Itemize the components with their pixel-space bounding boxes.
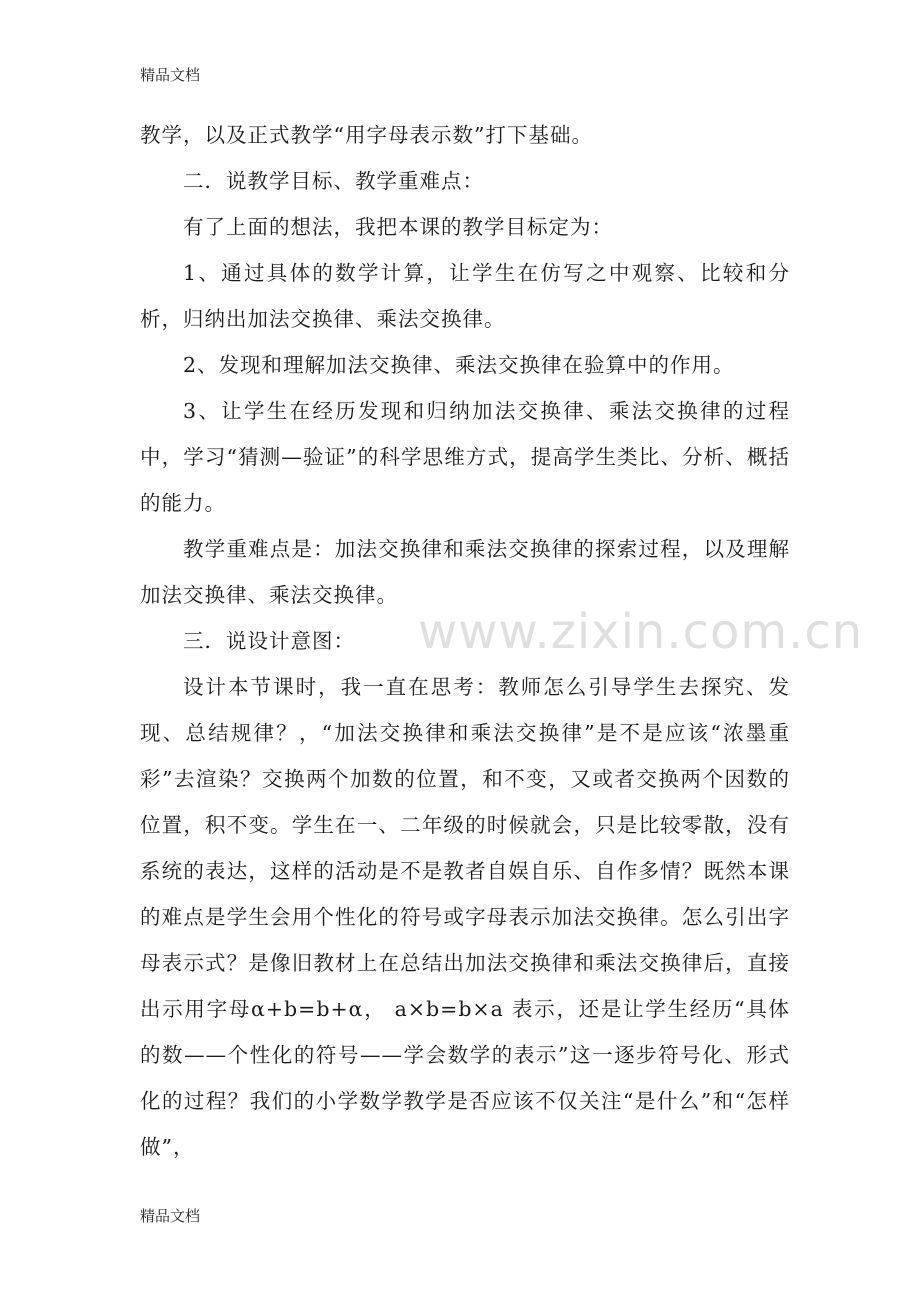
list-item: 3、让学生在经历发现和归纳加法交换律、乘法交换律的过程中，学习“猜测—验证”的科学思维方式，提高学生类比、分析、概括的能力。 <box>140 399 790 515</box>
paragraph: 教学重难点是：加法交换律和乘法交换律的探索过程，以及理解加法交换律、乘法交换律。 <box>140 537 790 607</box>
list-item: 2、发现和理解加法交换律、乘法交换律在验算中的作用。 <box>183 353 735 377</box>
list-item: 1、通过具体的数学计算，让学生在仿写之中观察、比较和分析，归纳出加法交换律、乘法交换律。 <box>140 261 790 331</box>
paragraph: 有了上面的想法，我把本课的教学目标定为： <box>183 215 613 239</box>
page-header: 精品文档 <box>140 66 201 84</box>
page-footer: 精品文档 <box>140 1207 201 1225</box>
section-heading-design-intent: 三．说设计意图： <box>183 629 355 653</box>
section-heading-objectives: 二．说教学目标、教学重难点： <box>183 169 484 193</box>
document-body <box>140 112 790 1170</box>
paragraph: 设计本节课时，我一直在思考：教师怎么引导学生去探究、发现、总结规律？，“加法交换律和乘法交换律”是不是应该“浓墨重彩”去渲染？交换两个加数的位置，和不变，又或者交换两个因数的位置，积不变。学生在一、二年级的时候就会，只是比较零散，没有系统的表达，这样的活动是不是教者自娱自乐、自作多情？既然本课的难点是学生会用个性化的符号或字母表示加法交换律。怎么引出字母表示式？是像旧教材上在总结出加法交换律和乘法交换律后，直接出示用字母α+b=b+α， a×b=b×a 表示，还是让学生经历“具体的数——个性化的符号——学会数学的表示”这一逐步符号化、形式化的过程？我们的小学数学教学是否应该不仅关注“是什么”和“怎样做”， <box>140 675 790 1159</box>
watermark: www.zixin.com.cn <box>418 604 864 660</box>
paragraph: 教学，以及正式教学“用字母表示数”打下基础。 <box>140 123 593 147</box>
